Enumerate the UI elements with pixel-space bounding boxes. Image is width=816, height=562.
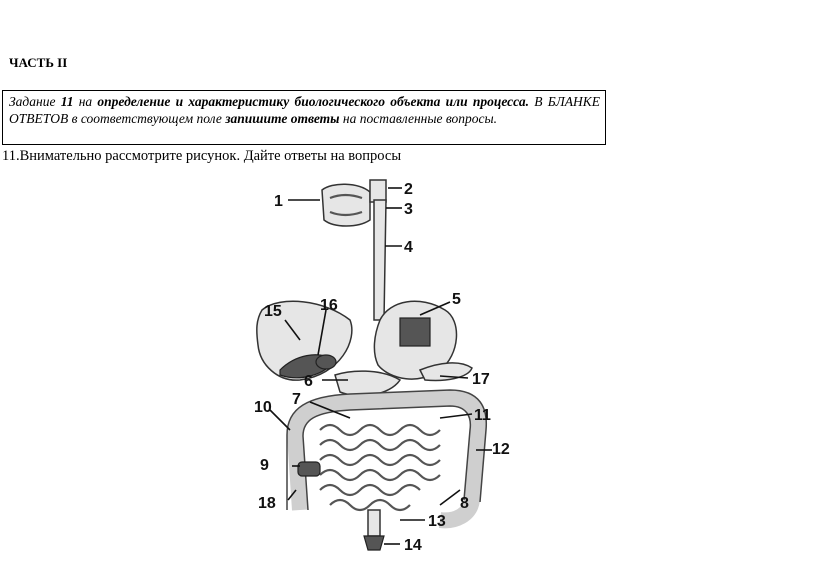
esophagus-organ — [374, 200, 386, 320]
label-2: 2 — [404, 181, 413, 198]
label-11: 11 — [474, 407, 491, 424]
label-12: 12 — [492, 441, 510, 458]
task-text-2: на — [73, 94, 98, 109]
question-text: 11.Внимательно рассмотрите рисунок. Дайте ответы на вопросы — [2, 148, 402, 164]
part-title: ЧАСТЬ II — [9, 55, 68, 70]
label-18: 18 — [258, 495, 276, 512]
digestive-system-diagram — [240, 170, 520, 557]
label-5: 5 — [452, 291, 461, 308]
label-6: 6 — [304, 373, 313, 390]
label-16: 16 — [320, 297, 338, 314]
task-number: 11 — [60, 94, 74, 109]
rectum-organ — [368, 510, 380, 536]
label-7: 7 — [292, 391, 301, 408]
task-emphasis: запишите ответы — [225, 111, 340, 126]
task-text-1: Задание — [9, 94, 61, 109]
caecum-organ — [298, 462, 320, 476]
label-3: 3 — [404, 201, 413, 218]
label-15: 15 — [264, 303, 282, 320]
label-9: 9 — [260, 457, 269, 474]
label-4: 4 — [404, 239, 413, 256]
task-text-4: на поставленные вопросы. — [339, 111, 498, 126]
digestive-system-figure — [240, 170, 520, 562]
mouth-organ — [322, 184, 370, 226]
label-17: 17 — [472, 371, 490, 388]
label-13: 13 — [428, 513, 446, 530]
label-1: 1 — [274, 193, 283, 210]
label-8: 8 — [460, 495, 469, 512]
small-intestine-organ — [320, 425, 440, 510]
gallbladder-organ — [316, 355, 336, 369]
task-instructions — [2, 90, 606, 145]
label-14: 14 — [404, 537, 422, 554]
task-topic: определение и характеристику биологического объекта или процесса. — [97, 94, 529, 109]
pharynx-organ — [370, 180, 386, 202]
task-text-3: В БЛАНКЕ ОТВЕТОВ в соответствующем поле — [9, 94, 601, 126]
label-10: 10 — [254, 399, 272, 416]
